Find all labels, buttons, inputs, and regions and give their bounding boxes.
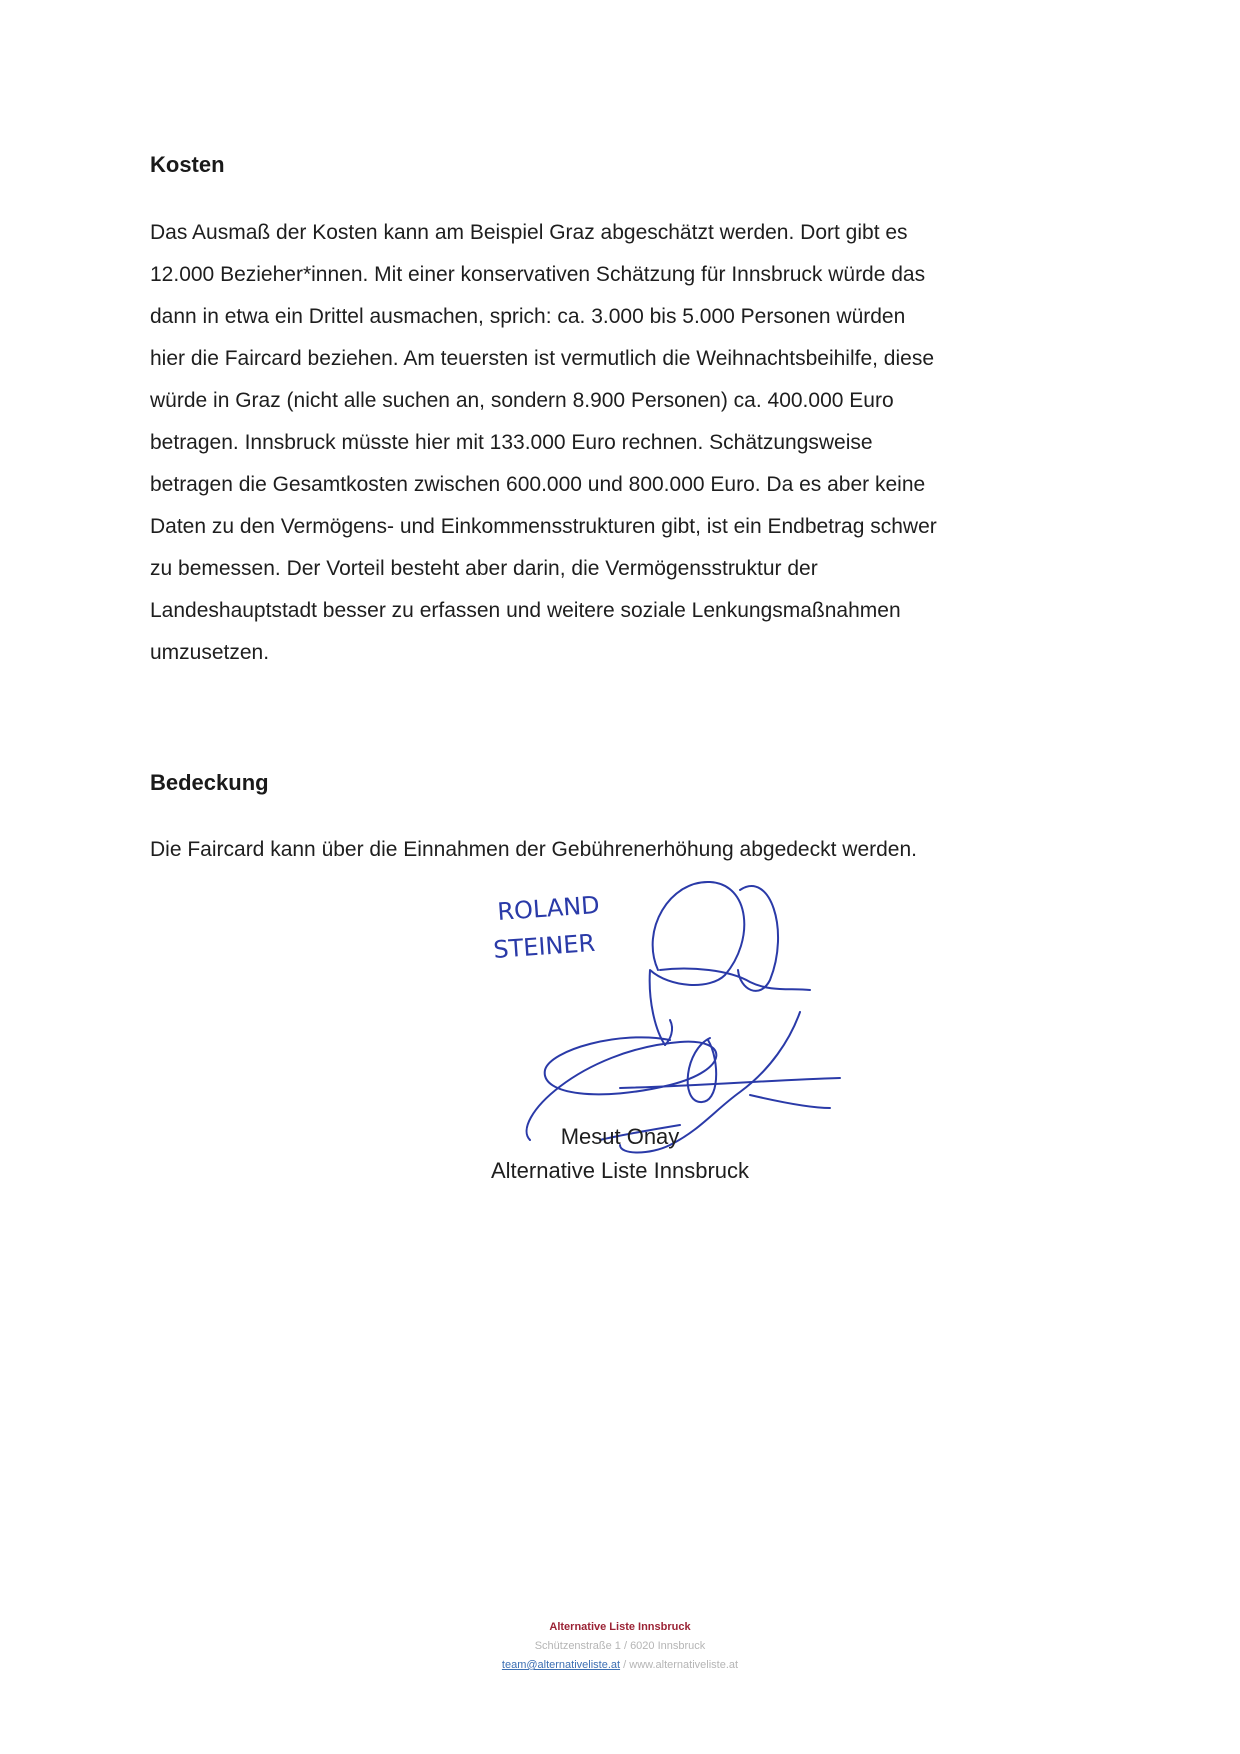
paragraph-line: zu bemessen. Der Vorteil besteht aber darin, die Vermögensstruktur der (150, 557, 818, 580)
paragraph-line: Daten zu den Vermögens- und Einkommensstrukturen gibt, ist ein Endbetrag schwer (150, 515, 937, 538)
signature-handwritten-line: STEINER (492, 928, 597, 964)
paragraph-line: 12.000 Bezieher*innen. Mit einer konservativen Schätzung für Innsbruck würde das (150, 263, 926, 286)
paragraph-line: Die Faircard kann über die Einnahmen der Gebührenerhöhung abgedeckt werden. (150, 838, 917, 861)
bedeckung-paragraph (150, 829, 1100, 871)
signatory-name: Mesut Onay (560, 1124, 680, 1149)
paragraph-line: umzusetzen. (150, 641, 270, 664)
paragraph-line: Landeshauptstadt besser zu erfassen und weitere soziale Lenkungsmaßnahmen (150, 599, 901, 622)
footer-organization: Alternative Liste Innsbruck (549, 1621, 691, 1633)
kosten-heading: Kosten (150, 152, 225, 177)
signatory-organization: Alternative Liste Innsbruck (490, 1158, 750, 1183)
bedeckung-heading: Bedeckung (150, 770, 269, 795)
paragraph-line: hier die Faircard beziehen. Am teuersten ist vermutlich die Weihnachtsbeihilfe, diese (150, 347, 935, 370)
paragraph-line: Das Ausmaß der Kosten kann am Beispiel Graz abgeschätzt werden. Dort gibt es (150, 221, 908, 244)
signature-handwritten-line: ROLAND (496, 890, 601, 926)
paragraph-line: betragen die Gesamtkosten zwischen 600.000 und 800.000 Euro. Da es aber keine (150, 473, 926, 496)
paragraph-line: dann in etwa ein Drittel ausmachen, sprich: ca. 3.000 bis 5.000 Personen würden (150, 305, 906, 328)
footer-contact (370, 1656, 870, 1675)
footer-email-link[interactable]: team@alternativeliste.at (501, 1659, 621, 1671)
footer-address: Schützenstraße 1 / 6020 Innsbruck (534, 1640, 706, 1652)
footer-separator: / (620, 1659, 630, 1671)
footer-website-link[interactable]: www.alternativeliste.at (629, 1659, 739, 1671)
page-footer (370, 1618, 870, 1675)
paragraph-line: betragen. Innsbruck müsste hier mit 133.000 Euro rechnen. Schätzungsweise (150, 431, 873, 454)
paragraph-line: würde in Graz (nicht alle suchen an, sondern 8.900 Personen) ca. 400.000 Euro (150, 389, 894, 412)
kosten-paragraph (150, 212, 1100, 674)
